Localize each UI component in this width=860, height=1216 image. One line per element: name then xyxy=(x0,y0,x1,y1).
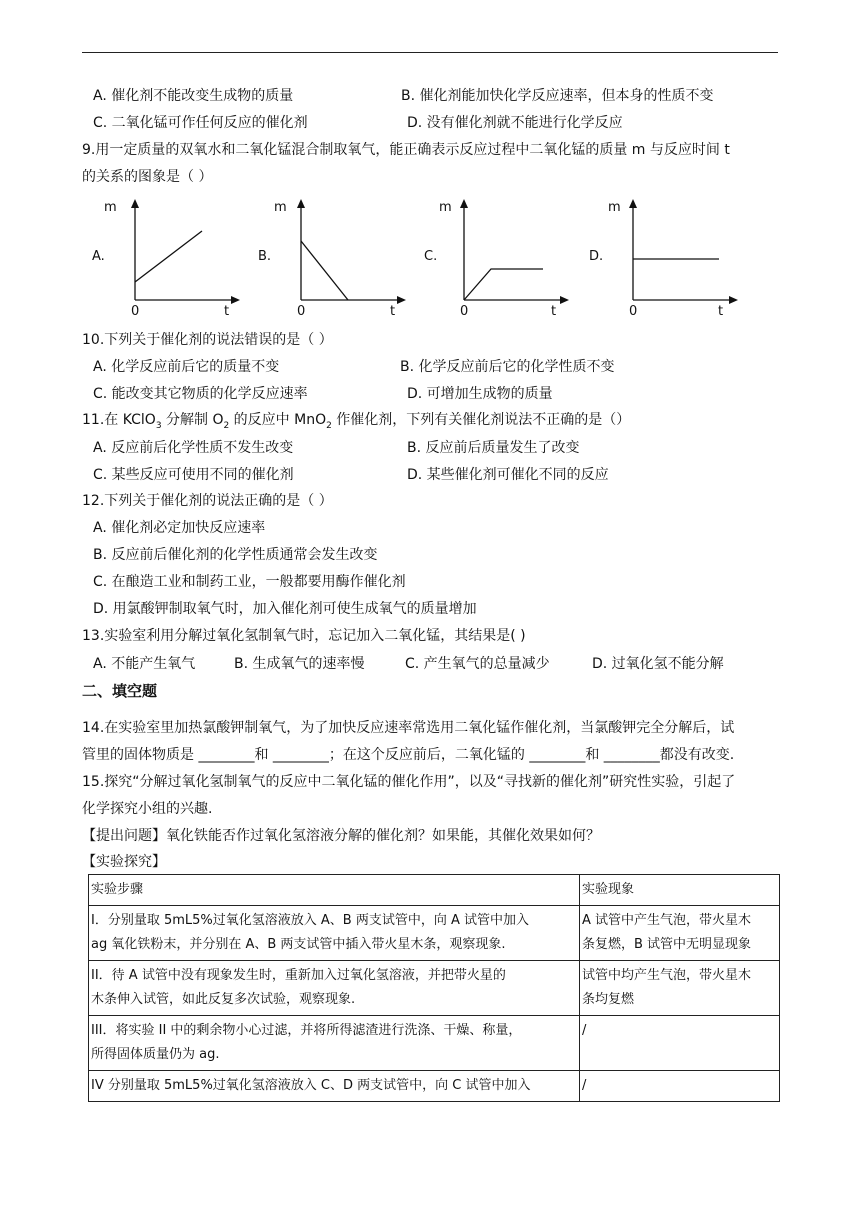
q12-option-d: D. 用氯酸钾制取氧气时，加入催化剂可使生成氧气的质量增加 xyxy=(93,601,477,617)
graph-a-y-axis: m xyxy=(104,200,117,215)
q11-option-c: C. 某些反应可使用不同的催化剂 xyxy=(93,467,294,483)
graph-a-origin: 0 xyxy=(131,304,140,319)
graph-a-x-axis: t xyxy=(224,304,230,319)
graph-c-y-axis: m xyxy=(439,200,452,215)
q13-stem: 13.实验室利用分解过氧化氢制氧气时，忘记加入二氧化锰，其结果是( ) xyxy=(82,628,526,644)
q13-option-b: B. 生成氧气的速率慢 xyxy=(234,656,365,672)
q15-line1: 15.探究“分解过氧化氢制氧气的反应中二氧化锰的催化作用”，以及“寻找新的催化剂”研究性实验，引起了 xyxy=(82,774,736,790)
graph-a xyxy=(104,196,254,326)
q15-explore: 【实验探究】 xyxy=(82,854,166,870)
q15-line2: 化学探究小组的兴趣. xyxy=(82,801,213,817)
q12-option-c: C. 在酿造工业和制药工业，一般都要用酶作催化剂 xyxy=(93,574,406,590)
graph-b-label: B. xyxy=(258,249,272,264)
table-row xyxy=(89,906,780,961)
table-row xyxy=(89,1016,780,1071)
q12-option-a: A. 催化剂必定加快反应速率 xyxy=(93,520,266,536)
header-result: 实验现象 xyxy=(580,875,780,906)
q9-stem-line1: 9.用一定质量的双氧水和二氧化锰混合制取氧气，能正确表示反应过程中二氧化锰的质量 m 与反应时间 t xyxy=(82,142,730,158)
result-cell: / xyxy=(580,1016,780,1071)
graph-d-label: D. xyxy=(589,249,604,264)
table-header-row xyxy=(89,875,780,906)
experiment-table xyxy=(88,874,780,1102)
table-row xyxy=(89,961,780,1016)
step-cell: II．待 A 试管中没有现象发生时，重新加入过氧化氢溶液，并把带火星的 木条伸入试管，如此反复多次试验，观察现象. xyxy=(89,961,580,1016)
q11-option-a: A. 反应前后化学性质不发生改变 xyxy=(93,440,294,456)
graph-c-label: C. xyxy=(424,249,438,264)
graph-c-x-axis: t xyxy=(551,304,557,319)
header-step: 实验步骤 xyxy=(89,875,580,906)
q13-option-a: A. 不能产生氧气 xyxy=(93,656,196,672)
q8-option-b: B. 催化剂能加快化学反应速率，但本身的性质不变 xyxy=(401,88,714,104)
graph-b xyxy=(270,196,420,326)
q12-stem: 12.下列关于催化剂的说法正确的是（ ） xyxy=(82,493,333,509)
q10-option-a: A. 化学反应前后它的质量不变 xyxy=(93,359,280,375)
section-title: 二、填空题 xyxy=(82,682,158,700)
q15-question: 【提出问题】氧化铁能否作过氧化氢溶液分解的催化剂？如果能，其催化效果如何？ xyxy=(82,828,600,844)
q10-option-c: C. 能改变其它物质的化学反应速率 xyxy=(93,386,308,402)
step-cell: IV 分别量取 5mL5%过氧化氢溶液放入 C、D 两支试管中，向 C 试管中加入 xyxy=(89,1071,580,1102)
result-cell: / xyxy=(580,1071,780,1102)
graph-b-x-axis: t xyxy=(390,304,396,319)
q13-option-d: D. 过氧化氢不能分解 xyxy=(592,656,724,672)
graph-b-y-axis: m xyxy=(274,200,287,215)
graph-c-origin: 0 xyxy=(460,304,469,319)
header-rule xyxy=(82,52,778,53)
q10-option-d: D. 可增加生成物的质量 xyxy=(407,386,553,402)
q8-option-d: D. 没有催化剂就不能进行化学反应 xyxy=(407,115,623,131)
q14-line2: 管里的固体物质是 ________和 ________；在这个反应前后，二氧化锰的 ________和 ________都没有改变. xyxy=(82,747,735,763)
graph-d-y-axis: m xyxy=(608,200,621,215)
result-cell: A 试管中产生气泡，带火星木 条复燃，B 试管中无明显现象 xyxy=(580,906,780,961)
graph-d-x-axis: t xyxy=(718,304,724,319)
q11-option-b: B. 反应前后质量发生了改变 xyxy=(407,440,580,456)
q9-stem-line2: 的关系的图象是（ ） xyxy=(82,169,213,185)
q11-stem: 11.在 KClO$_3$ 分解制 $O_2$ 的反应中 MnO$_2$ 作催化剂，下列有关催化剂说法不正确的是（） xyxy=(82,412,631,431)
q10-stem: 10.下列关于催化剂的说法错误的是（ ） xyxy=(82,332,333,348)
table-row xyxy=(89,1071,780,1102)
graph-d xyxy=(602,196,752,326)
q10-option-b: B. 化学反应前后它的化学性质不变 xyxy=(400,359,615,375)
step-cell: III．将实验 II 中的剩余物小心过滤，并将所得滤渣进行洗涤、干燥、称量， 所得固体质量仍为 ag. xyxy=(89,1016,580,1071)
q14-line1: 14.在实验室里加热氯酸钾制氧气，为了加快反应速率常选用二氧化锰作催化剂，当氯酸钾完全分解后，试 xyxy=(82,720,735,736)
q8-option-a: A. 催化剂不能改变生成物的质量 xyxy=(93,88,294,104)
graph-b-origin: 0 xyxy=(297,304,306,319)
graph-d-origin: 0 xyxy=(629,304,638,319)
result-cell: 试管中均产生气泡，带火星木 条均复燃 xyxy=(580,961,780,1016)
graph-a-label: A. xyxy=(92,249,105,264)
q12-option-b: B. 反应前后催化剂的化学性质通常会发生改变 xyxy=(93,547,378,563)
q8-option-c: C. 二氧化锰可作任何反应的催化剂 xyxy=(93,115,308,131)
step-cell: I．分别量取 5mL5%过氧化氢溶液放入 A、B 两支试管中，向 A 试管中加入 ag 氧化铁粉末，并分别在 A、B 两支试管中插入带火星木条，观察现象. xyxy=(89,906,580,961)
q11-option-d: D. 某些催化剂可催化不同的反应 xyxy=(407,467,609,483)
q13-option-c: C. 产生氧气的总量减少 xyxy=(405,656,550,672)
graph-c xyxy=(433,196,583,326)
